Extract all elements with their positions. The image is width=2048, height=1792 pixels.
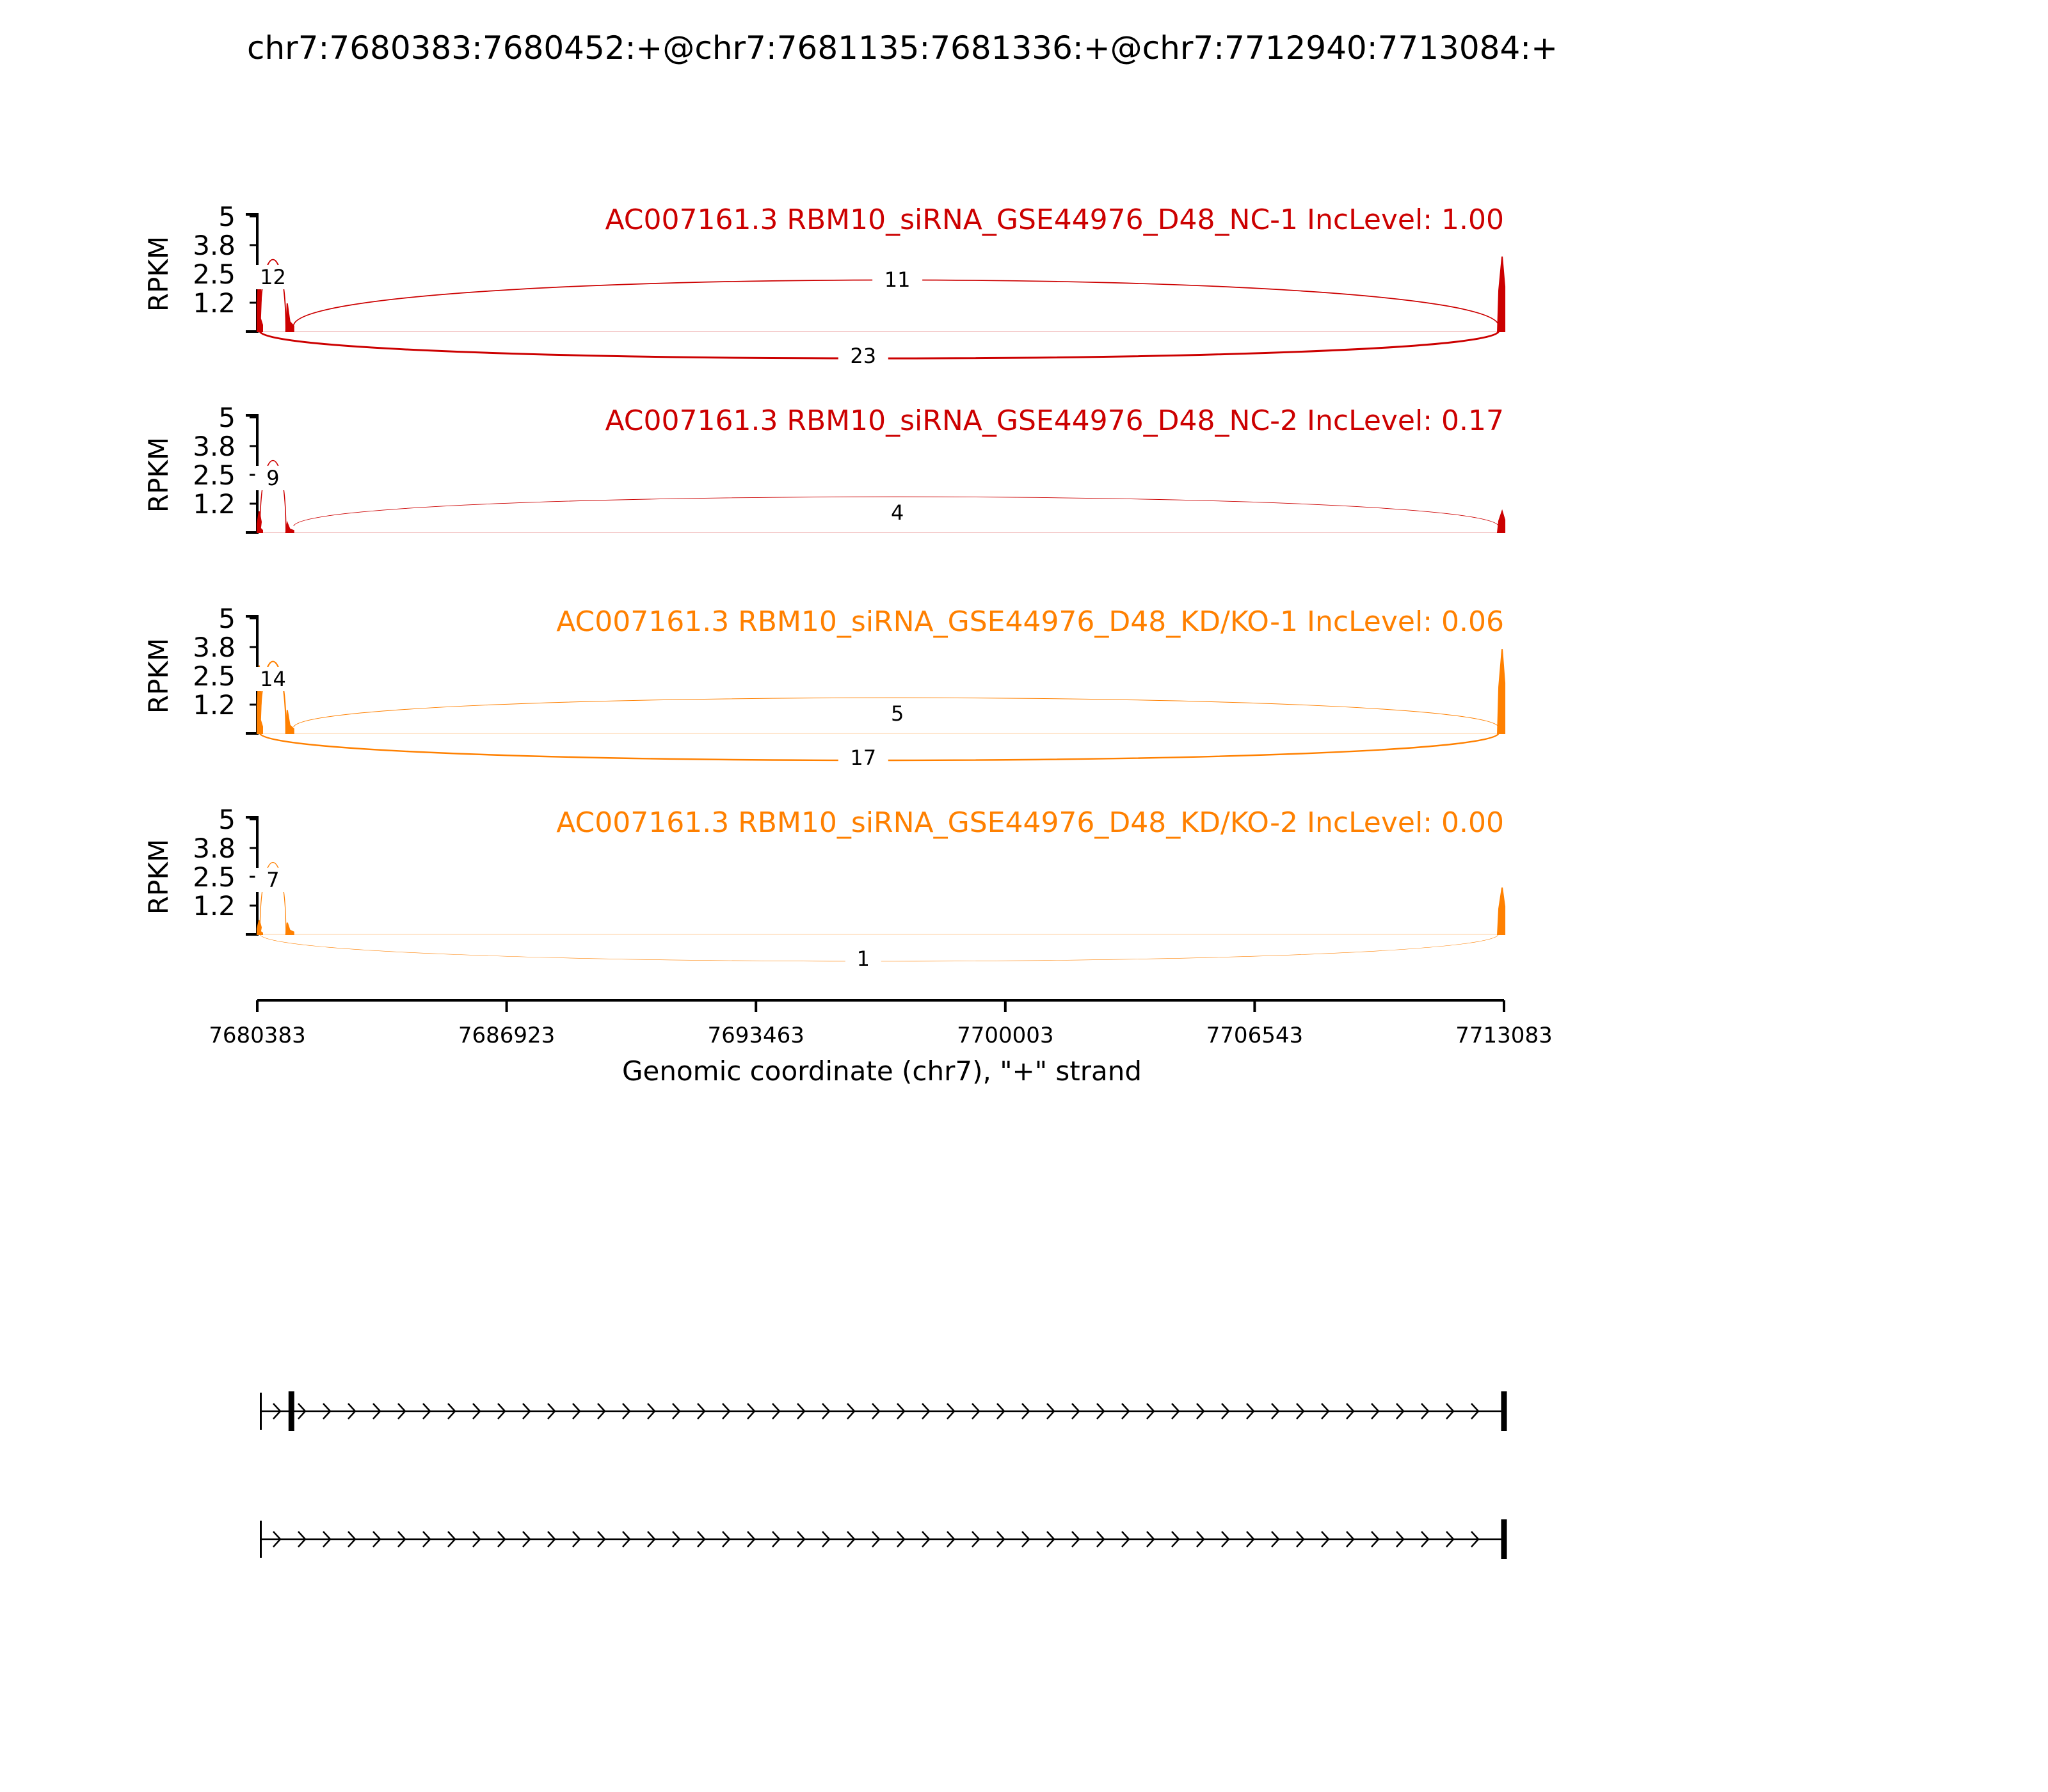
y-axis-label: RPKM xyxy=(143,838,174,915)
coverage-peak xyxy=(286,923,294,934)
y-tick-label: 5 xyxy=(218,603,236,634)
x-axis xyxy=(209,1000,1552,1087)
junction-count: 14 xyxy=(260,667,286,691)
isoform-model xyxy=(260,1391,1507,1431)
isoform-models xyxy=(260,1391,1507,1559)
isoform-exon xyxy=(260,1393,262,1430)
y-tick-label: 3.8 xyxy=(193,833,236,864)
y-tick-label: 1.2 xyxy=(193,488,236,520)
junction-count: 9 xyxy=(266,466,280,490)
chart-title: chr7:7680383:7680452:+@chr7:7681135:7681336:+@chr7:7712940:7713084:+ xyxy=(246,29,1558,67)
track-panel xyxy=(143,603,1505,770)
y-tick-label: 3.8 xyxy=(193,431,236,462)
coverage-peak xyxy=(286,710,294,733)
y-tick-label: 2.5 xyxy=(193,259,236,290)
coverage-peak xyxy=(1498,888,1505,934)
track-label: AC007161.3 RBM10_siRNA_GSE44976_D48_NC-1 IncLevel: 1.00 xyxy=(605,204,1504,236)
x-tick-label: 7680383 xyxy=(209,1023,306,1048)
track-label: AC007161.3 RBM10_siRNA_GSE44976_D48_NC-2 IncLevel: 0.17 xyxy=(605,404,1504,437)
y-tick-label: 3.8 xyxy=(193,230,236,261)
junction-count: 12 xyxy=(260,265,286,289)
x-tick-label: 7700003 xyxy=(957,1023,1054,1048)
coverage-peak xyxy=(1498,511,1505,532)
junction-count: 1 xyxy=(856,947,870,971)
isoform-model xyxy=(260,1519,1507,1559)
y-tick-label: 2.5 xyxy=(193,861,236,893)
y-axis-label: RPKM xyxy=(143,436,174,513)
x-axis-label: Genomic coordinate (chr7), "+" strand xyxy=(621,1055,1142,1087)
track-label: AC007161.3 RBM10_siRNA_GSE44976_D48_KD/KO-1 IncLevel: 0.06 xyxy=(556,605,1504,638)
y-tick-label: 1.2 xyxy=(193,689,236,721)
track-panel xyxy=(143,804,1505,971)
coverage-peak xyxy=(286,523,294,532)
y-tick-label: 3.8 xyxy=(193,632,236,663)
track-label: AC007161.3 RBM10_siRNA_GSE44976_D48_KD/KO-2 IncLevel: 0.00 xyxy=(556,806,1504,839)
isoform-exon xyxy=(260,1521,262,1558)
x-tick-label: 7686923 xyxy=(458,1023,556,1048)
track-panel xyxy=(143,402,1505,532)
junction-count: 17 xyxy=(850,746,877,770)
y-tick-label: 5 xyxy=(218,402,236,433)
isoform-exon xyxy=(1501,1391,1507,1431)
junction-count: 5 xyxy=(890,701,904,726)
y-tick-label: 1.2 xyxy=(193,890,236,922)
y-tick-label: 2.5 xyxy=(193,660,236,692)
junction-count: 4 xyxy=(890,500,904,525)
y-axis-label: RPKM xyxy=(143,637,174,714)
junction-count: 7 xyxy=(266,868,280,892)
x-tick-label: 7693463 xyxy=(707,1023,804,1048)
track-panel xyxy=(143,201,1505,368)
isoform-exon xyxy=(1501,1519,1507,1559)
track-panels xyxy=(143,201,1505,971)
x-tick-label: 7706543 xyxy=(1206,1023,1304,1048)
y-axis-label: RPKM xyxy=(143,236,174,312)
isoform-exon xyxy=(289,1391,294,1431)
coverage-peak xyxy=(286,303,294,332)
y-tick-label: 5 xyxy=(218,804,236,835)
y-tick-label: 5 xyxy=(218,201,236,232)
coverage-peak xyxy=(1498,649,1505,733)
y-tick-label: 2.5 xyxy=(193,460,236,491)
x-tick-label: 7713083 xyxy=(1455,1023,1553,1048)
coverage-peak xyxy=(1498,257,1505,332)
junction-count: 11 xyxy=(884,268,911,292)
junction-count: 23 xyxy=(850,344,877,368)
y-tick-label: 1.2 xyxy=(193,287,236,319)
